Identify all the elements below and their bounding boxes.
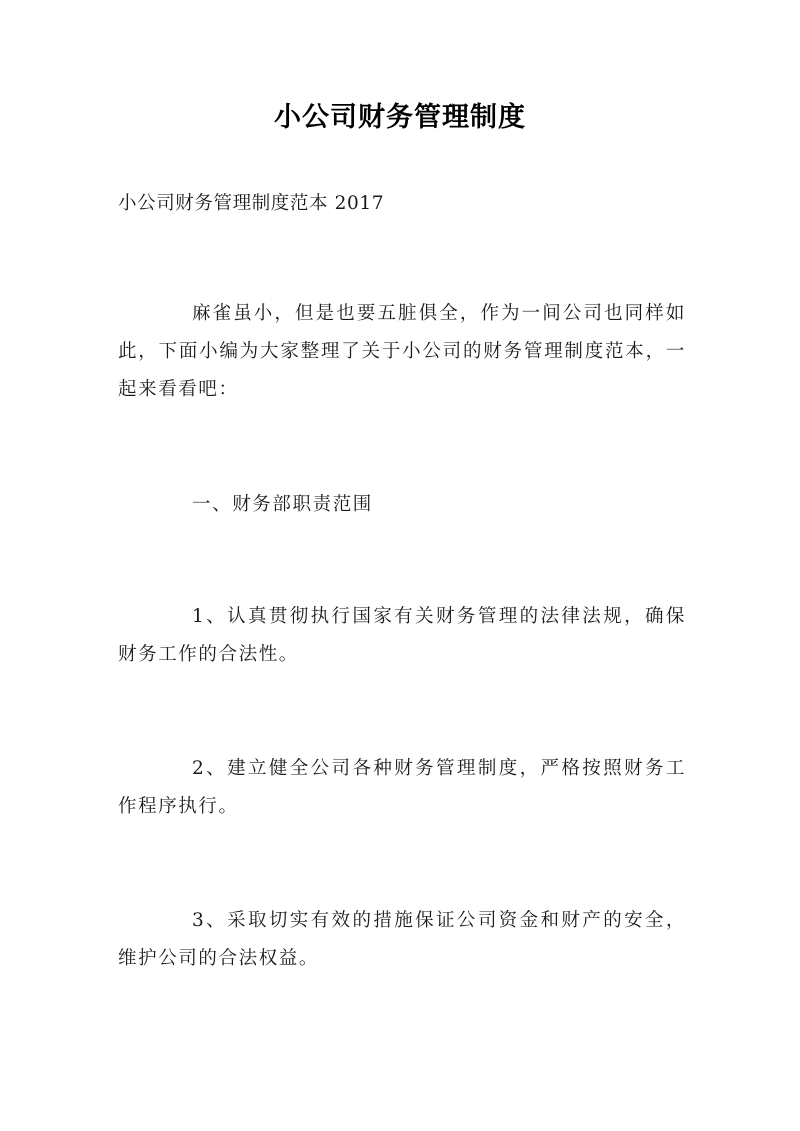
section-heading: 一、财务部职责范围: [192, 494, 373, 515]
intro-paragraph: 麻雀虽小，但是也要五脏俱全，作为一间公司也同样如此，下面小编为大家整理了关于小公司的财务管理制度范本，一起来看看吧：: [118, 303, 686, 400]
list-item: 1、认真贯彻执行国家有关财务管理的法律法规，确保财务工作的合法性。: [118, 606, 686, 665]
document-title: 小公司财务管理制度: [274, 102, 526, 133]
list-item: 2、建立健全公司各种财务管理制度，严格按照财务工作程序执行。: [118, 758, 686, 817]
document-subtitle: 小公司财务管理制度范本 2017: [118, 193, 385, 214]
list-item: 3、采取切实有效的措施保证公司资金和财产的安全，维护公司的合法权益。: [118, 910, 686, 969]
